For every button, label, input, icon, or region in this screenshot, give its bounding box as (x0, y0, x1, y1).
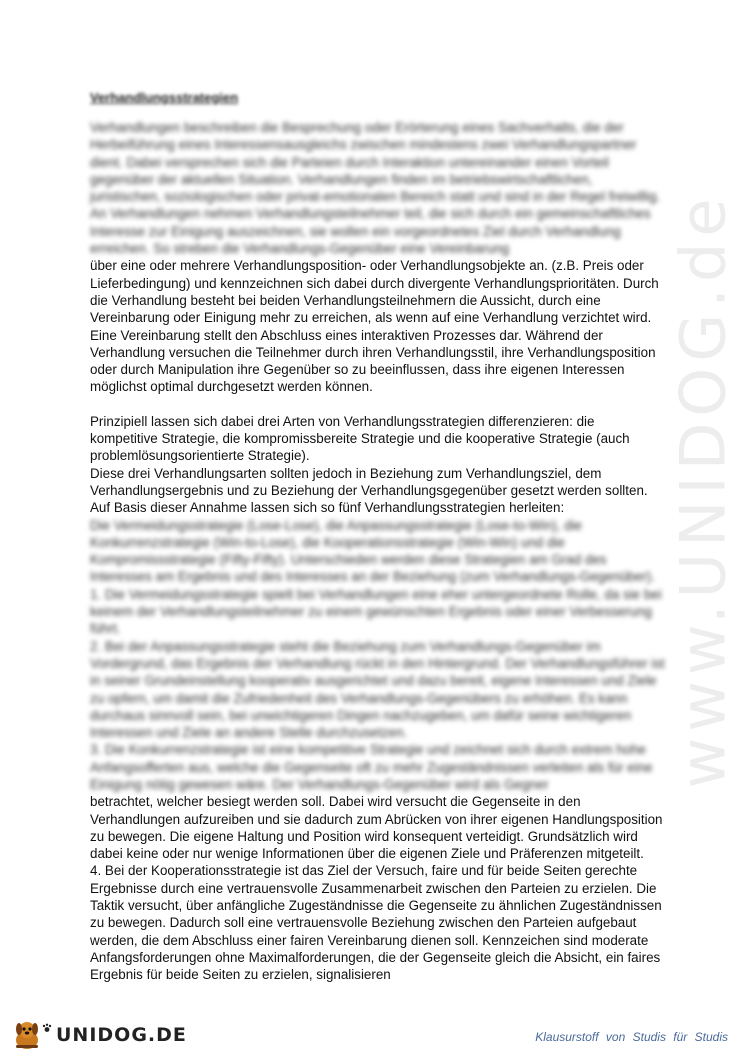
watermark-text: www.UNIDOG.de (666, 192, 740, 788)
blurred-paragraph: Verhandlungen beschreiben die Besprechung oder Erörterung eines Sachverhalts, die der Herbeiführung eines Interessensausgleichs zwischen mindestens zwei Verhandlungspartner dient. Dabei versprechen sich die Parteien durch Interaktion untereinander einen Vorteil gegenüber der aktuellen Situation. Verhandlungen finden im betriebswirtschaftlichen, juristischen, soziologischen oder privat-emotionalen Bereich statt und sind in der Regel freiwillig. (90, 120, 661, 205)
paragraph: betrachtet, welcher besiegt werden soll. Dabei wird versucht die Gegenseite in den Verhandlungen aufzureiben und sie dadurch zum Abrücken von ihrer eigenen Handlungsposition zu bewegen. Die eigene Haltung und Position wird konsequent verteidigt. Grundsätzlich wird dabei keine oder nur wenige Informationen über die eigenen Ziele und Präferenzen mitgeteilt. (90, 794, 663, 862)
blurred-paragraph: An Verhandlungen nehmen Verhandlungsteilnehmer teil, die sich durch ein gemeinschaftliches Interesse zur Einigung auszeichnen, sie wollen ein vorgeordnetes Ziel durch Verhandlung erreichen. So streben die Verhandlungs-Gegenüber eine Vereinbarung (90, 206, 651, 257)
document-body (90, 119, 665, 984)
paragraph: über eine oder mehrere Verhandlungsposition- oder Verhandlungsobjekte an. (z.B. Preis oder Lieferbedingung) und kennzeichnen sich dabei durch divergente Verhandlungsprioritäten. Durch die Verhandlung besteht bei beiden Verhandlungsteilnehmern die Aussicht, durch eine Vereinbarung oder Einigung mehr zu erreichen, als wenn auf eine Verhandlung verzichtet wird. (90, 258, 659, 326)
footer-slogan: Klausurstoff von Studis für Studis (535, 1030, 728, 1044)
paragraph: Eine Vereinbarung stellt den Abschluss eines interaktiven Prozesses dar. Während der Verhandlung versuchen die Teilnehmer durch ihren Verhandlungsstil, ihre Verhandlungsposition oder durch Manipulation ihre Gegenüber so zu beeinflussen, dass ihre eigenen Interessen möglichst optimal durchgesetzt werden können. (90, 327, 656, 395)
watermark (655, 192, 750, 788)
paragraph: 4. Bei der Kooperationsstrategie ist das Ziel der Versuch, faire und für beide Seiten gerechte Ergebnisse durch eine vertrauensvolle Zusammenarbeit zwischen den Parteien zu erzielen. Die Taktik versucht, über anfängliche Zugeständnisse die Gegenseite zu ähnlichen Zugeständnissen zu bewegen. Dadurch soll eine vertrauensvolle Beziehung zwischen den Parteien aufgebaut werden, die dem Abschluss einer fairen Vereinbarung dienen soll. Kennzeichen sind moderate Anfangsforderungen ohne Maximalforderungen, die der Gegenseite gleich die Absicht, ein faires Ergebnis für beide Seiten zu erzielen, signalisieren (90, 863, 662, 983)
blurred-paragraph: 2. Bei der Anpassungsstrategie steht die Beziehung zum Verhandlungs-Gegenüber im Vordergrund, das Ergebnis der Verhandlung rückt in den Hintergrund. Der Verhandlungsführer ist in seiner Grundeinstellung kooperativ ausgerichtet und dazu bereit, eigene Interessen und Ziele zu opfern, um damit die Zufriedenheit des Verhandlungs-Gegenübers zu erhöhen. Es kann durchaus sinnvoll sein, bei unwichtigeren Dingen nachzugeben, um dafür seine wichtigeren Interessen und Ziele an andere Stelle durchzusetzen. (90, 638, 665, 741)
paragraph: Prinzipiell lassen sich dabei drei Arten von Verhandlungsstrategien differenzieren: die kompetitive Strategie, die kompromissbereite Strategie und die kooperative Strategie (auch problemlösungsorientierte Strategie). (90, 413, 630, 464)
paw-icon (42, 1023, 52, 1033)
blurred-paragraph: 1. Die Vermeidungsstrategie spielt bei Verhandlungen eine eher untergeordnete Rolle, da sie bei keinem der Verhandlungsteilnehmer zu einem gewünschten Ergebnis oder einer Verbesserung führt. (90, 586, 662, 637)
blurred-paragraph: 3. Die Konkurrenzstrategie ist eine kompetitive Strategie und zeichnet sich durch extrem hohe Anfangsofferten aus, welche die Gegenseite oft zu mehr Zugeständnissen verleiten als für eine Einigung nötig gewesen wäre. Der Verhandlungs-Gegenüber wird als Gegner (90, 742, 653, 792)
footer-logo (10, 1017, 187, 1053)
logo-text: UNIDOG.DE (56, 1024, 187, 1046)
dog-logo-icon (10, 1018, 44, 1052)
paragraph: Diese drei Verhandlungsarten sollten jedoch in Beziehung zum Verhandlungsziel, dem Verhandlungsergebnis und zu Beziehung der Verhandlungsgegenüber gesetzt werden sollten. Auf Basis dieser Annahme lassen sich so fünf Verhandlungsstrategien herleiten: (90, 465, 648, 516)
document-title: Verhandlungsstrategien (90, 90, 239, 105)
blurred-paragraph: Die Vermeidungsstrategie (Lose-Lose), die Anpassungsstrategie (Lose-to-Win), die Konkurrenzstrategie (Win-to-Lose), die Kooperationsstrategie (Win-Win) und die Kompromissstrategie (Fifty-Fifty). Unterschieden werden diese Strategien am Grad des Interesses am Ergebnis und des Interesses an der Beziehung (zum Verhandlungs-Gegenüber). (90, 517, 655, 585)
document-page (90, 90, 665, 984)
paragraph-gap (90, 396, 665, 413)
